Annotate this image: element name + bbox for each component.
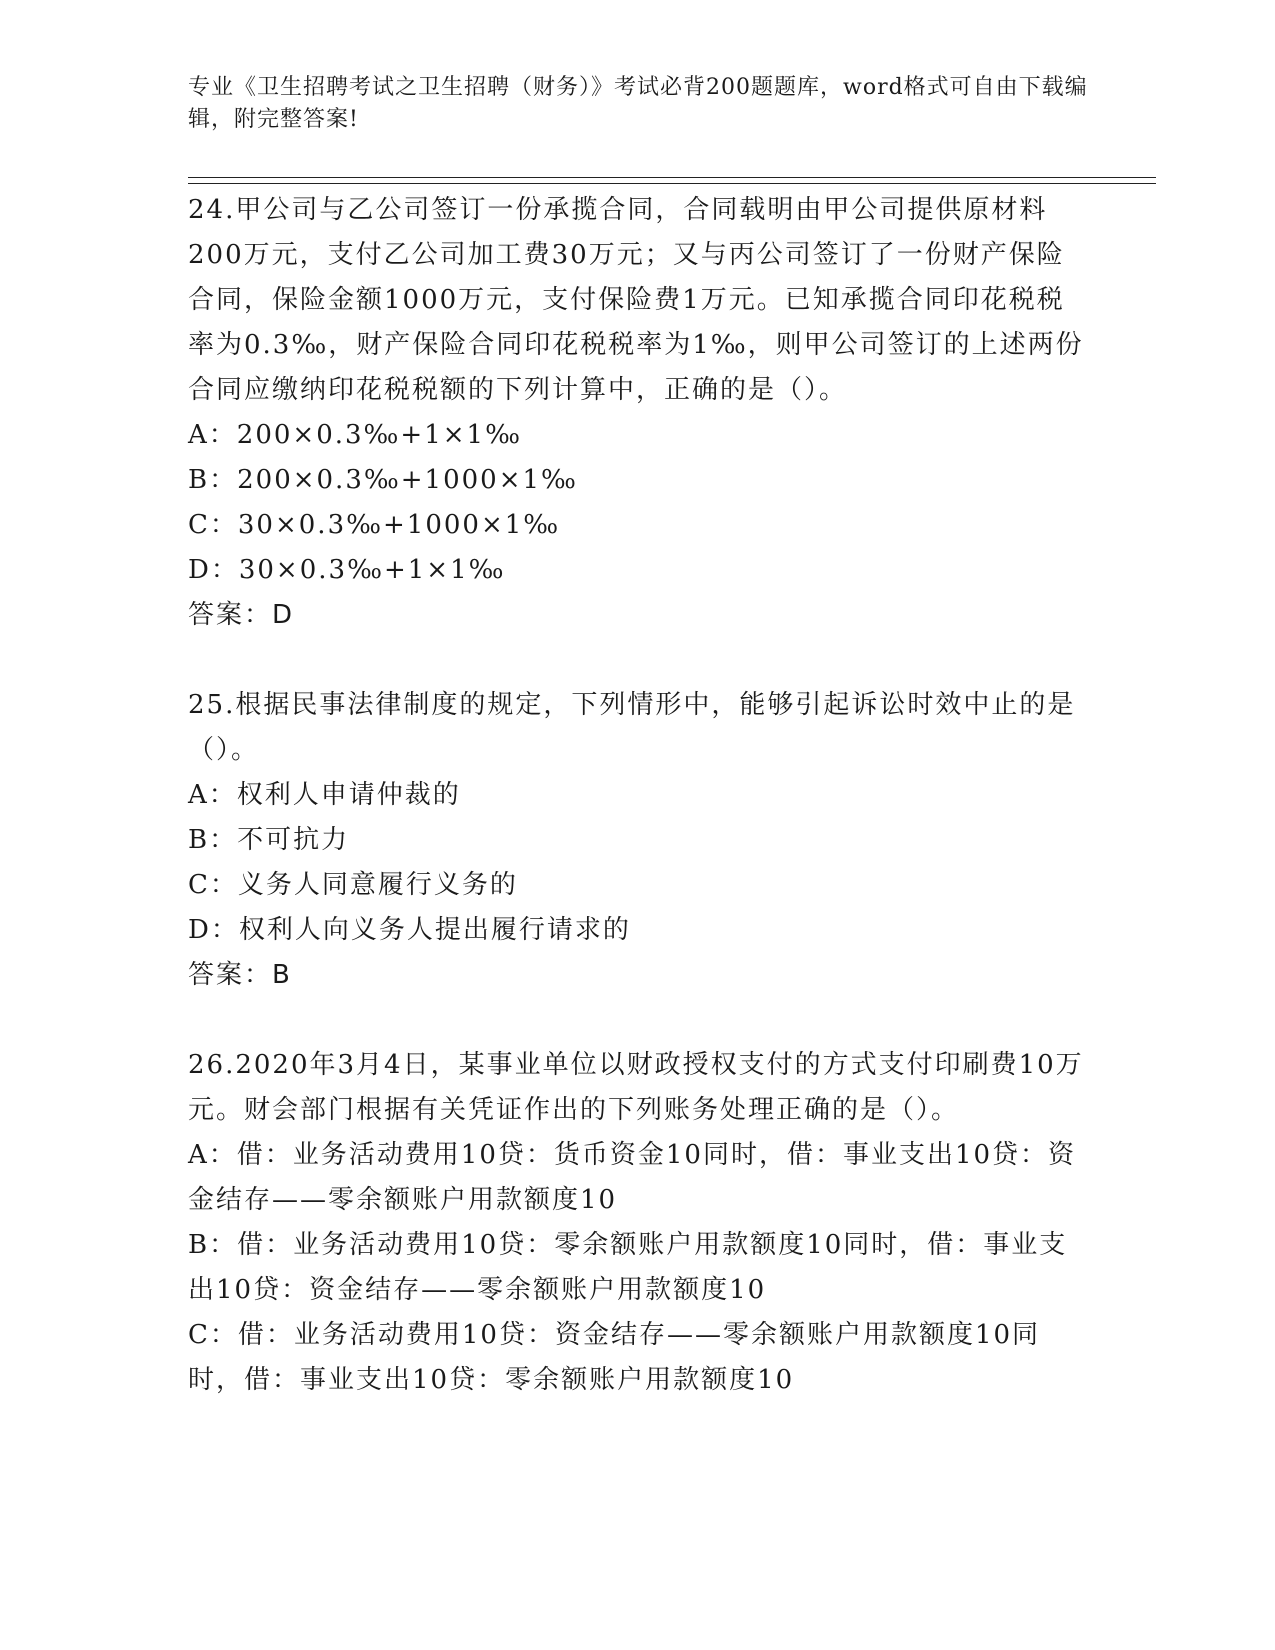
answer: 答案：D (188, 600, 295, 630)
option-c: C：借：业务活动费用10贷：资金结存——零余额账户用款额度10同时，借：事业支出10贷：零余额账户用款额度10 (188, 1320, 1041, 1395)
option-b: B：200×0.3‰+1000×1‰ (188, 465, 578, 495)
option-b: B：借：业务活动费用10贷：零余额账户用款额度10同时，借：事业支出10贷：资金结存——零余额账户用款额度10 (188, 1230, 1068, 1305)
option-b: B：不可抗力 (188, 825, 350, 855)
option-a: A：200×0.3‰+1×1‰ (188, 420, 522, 450)
question-list (188, 188, 1088, 1403)
header-rule-top (188, 177, 1156, 178)
document-header: 专业《卫生招聘考试之卫生招聘（财务）》考试必背200题题库，word格式可自由下载编辑，附完整答案! (188, 75, 1088, 132)
option-c: C：义务人同意履行义务的 (188, 870, 518, 900)
answer: 答案：B (188, 960, 292, 990)
header-rule-bottom (188, 183, 1156, 184)
question-block (188, 188, 1088, 638)
option-a: A：借：业务活动费用10贷：货币资金10同时，借：事业支出10贷：资金结存——零余额账户用款额度10 (188, 1140, 1077, 1215)
question-stem: 24.甲公司与乙公司签订一份承揽合同，合同载明由甲公司提供原材料200万元，支付乙公司加工费30万元；又与丙公司签订了一份财产保险合同，保险金额1000万元，支付保险费1万元。已知承揽合同印花税税率为0.3‰，财产保险合同印花税税率为1‰，则甲公司签订的上述两份合同应缴纳印花税税额的下列计算中，正确的是（）。 (188, 195, 1084, 405)
question-block (188, 1043, 1088, 1403)
question-block (188, 683, 1088, 998)
option-a: A：权利人申请仲裁的 (188, 780, 461, 810)
option-d: D：权利人向义务人提出履行请求的 (188, 915, 631, 945)
option-c: C：30×0.3‰+1000×1‰ (188, 510, 561, 540)
question-stem: 26.2020年3月4日，某事业单位以财政授权支付的方式支付印刷费10万元。财会部门根据有关凭证作出的下列账务处理正确的是（）。 (188, 1050, 1084, 1125)
question-stem: 25.根据民事法律制度的规定，下列情形中，能够引起诉讼时效中止的是（）。 (188, 690, 1076, 765)
option-d: D：30×0.3‰+1×1‰ (188, 555, 506, 585)
